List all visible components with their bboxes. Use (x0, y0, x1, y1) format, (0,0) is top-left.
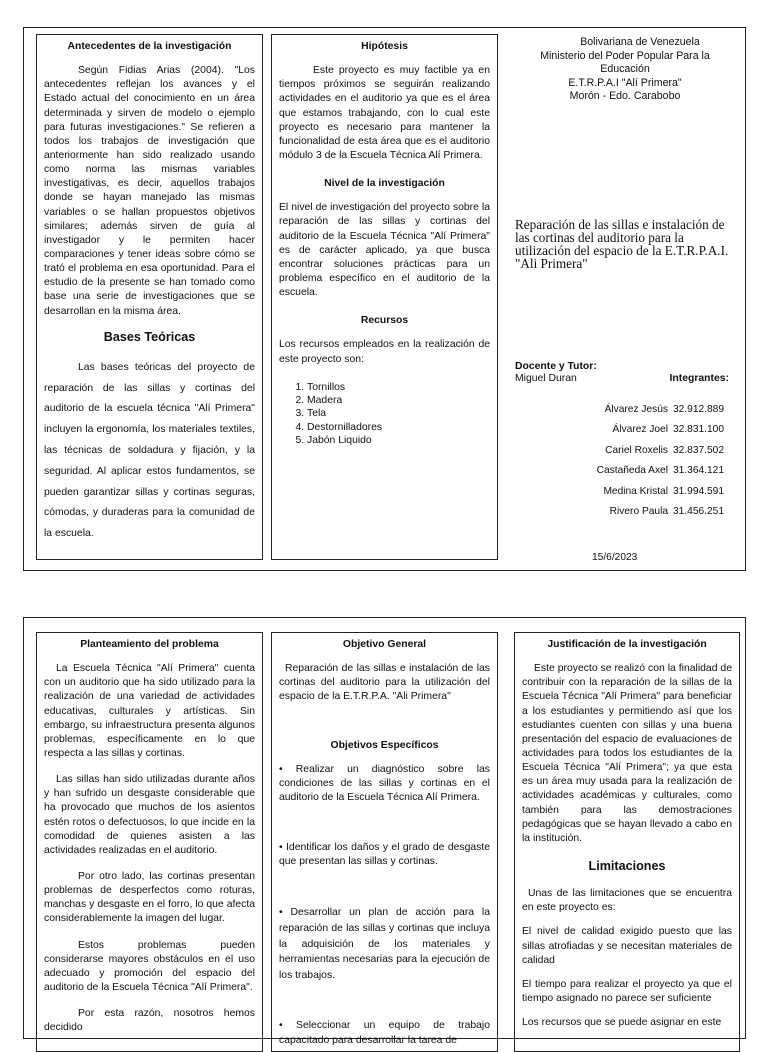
institution-line: Bolivariana de Venezuela (580, 36, 700, 48)
list-item: Medina Kristal 31.994.591 (603, 485, 724, 497)
objetivo-general-heading: Objetivo General (342, 639, 427, 650)
planteamiento-text: Por esta razón, nosotros hemos decidido (44, 1008, 255, 1034)
recursos-heading: Recursos (360, 315, 409, 327)
list-item: • Desarrollar un plan de acción para la reparación de las sillas y cortinas que incluya la adquisición de los materiales y herramientas necesarias para la ejecución de los trabajos. (279, 907, 490, 981)
docente-block (515, 361, 735, 386)
list-item: Álvarez Jesús 32.912.889 (604, 403, 724, 415)
hipotesis-heading: Hipótesis (361, 41, 408, 52)
nivel-investigacion-text: El nivel de investigación del proyecto sobre la reparación de las sillas y cortinas del auditorio de la Escuela Técnica "Alí Primera" es de carácter aplicado, ya que busca encontrar soluciones prácticas para un problema específico en el auditorio de la escuela. (279, 202, 490, 299)
date-text: 15/6/2023 (592, 551, 638, 562)
recursos-list (279, 381, 490, 448)
planteamiento-text: Por otro lado, las cortinas presentan problemas de desperfectos como roturas, manchas y desgaste en el forro, lo que afecta considerablemente la imagen del lugar. (44, 870, 255, 925)
integrantes-list (515, 400, 735, 523)
antecedentes-text: Según Fidias Arias (2004). "Los antecedentes reflejan los avances y el Estado actual del conocimiento en un área determinada y sirven de modelo o ejemplo para futuras investigaciones." Se refieren a todos los trabajos de investigación que anteriormente han sido realizado usando como norma las mismas variables investigativas, es decir, aquellos trabajos donde se hayan manejado las mismas variables o se hallan propuestos objetivos similares; además sirven de guía al investigador y le permiten hacer comparaciones y tener ideas sobre cómo se trató el problema en esa oportunidad. Para el estudio de la presente se han tomado como base una serie de investigaciones que se desarrollan en la misma área. (44, 65, 255, 317)
institution-header (515, 36, 735, 104)
docente-label: Docente y Tutor: (515, 360, 597, 372)
planteamiento-heading: Planteamiento del problema (80, 639, 219, 650)
hipotesis-text: Este proyecto es muy factible ya en tiempos próximos se seguirán realizando actividades en el auditorio ya que es el área que estamos trabajando, con lo cual este proyecto es necesario para mantener la funcionalidad de esta área que es el auditorio módulo 3 de la Escuela Técnica Alí Primera. (279, 65, 490, 161)
bases-teoricas-text: Las bases teóricas del proyecto de reparación de las sillas y cortinas del auditorio de la escuela técnica "Alí Primera" incluyen la ergonomía, los materiales textiles, las técnicas de soldadura y fijación, y la seguridad. Al aplicar estos fundamentos, se pueden garantizar sillas y cortinas seguras, cómodas, y duraderas para la comunidad de la escuela. (44, 361, 255, 540)
antecedentes-panel (36, 34, 263, 560)
list-item: El tiempo para realizar el proyecto ya que el tiempo asignado no parece ser suficiente (522, 978, 732, 1004)
cover-panel (511, 32, 739, 562)
list-item: Rivero Paula 31.456.251 (609, 506, 724, 518)
institution-line: E.T.R.P.A.I "Alí Primera" (568, 76, 682, 89)
planteamiento-text: Estos problemas pueden considerarse mayores obstáculos en el uso adecuado y promoción del espacio del auditorio de la Escuela Técnica "Alí Primera". (44, 939, 255, 993)
list-item: 2. Madera (307, 394, 490, 407)
brochure-inner-page (23, 617, 746, 1046)
objetivo-panel (271, 632, 498, 1052)
nivel-investigacion-heading: Nivel de la investigación (324, 178, 445, 190)
list-item: 5. Jabón Liquido (307, 434, 490, 447)
list-item: 3. Tela (307, 407, 490, 420)
objetivos-especificos-heading: Objetivos Específicos (330, 739, 439, 751)
limitaciones-intro: Unas de las limitaciones que se encuentra en este proyecto es: (522, 888, 732, 914)
integrantes-label: Integrantes: (669, 372, 729, 384)
list-item: Cariel Roxelis 32.837.502 (605, 444, 724, 456)
hipotesis-panel (271, 34, 498, 560)
project-title: Reparación de las sillas e instalación de las cortinas del auditorio para la utilización del espacio de la E.T.R.P.A.I. "Ali Primera" (515, 216, 729, 272)
list-item: • Seleccionar un equipo de trabajo capacitado para desarrollar la tarea de (279, 1020, 490, 1046)
list-item: El nivel de calidad exigido puesto que las sillas atrofiadas y se necesitan materiales de calidad (522, 926, 732, 966)
list-item: 1. Tornillos (307, 381, 490, 394)
list-item: 4. Destornilladores (307, 421, 490, 434)
list-item: • Realizar un diagnóstico sobre las condiciones de las sillas y cortinas en el auditorio de la Escuela Técnica Alí Primera. (279, 763, 490, 803)
objetivo-general-text: Reparación de las sillas e instalación de las cortinas del auditorio para la utilización del espacio de la E.T.R.P.A. "Ali Primera" (279, 663, 490, 703)
limitaciones-heading: Limitaciones (588, 858, 666, 873)
planteamiento-text: Las sillas han sido utilizadas durante años y han sufrido un desgaste considerable que ha provocado que muchos de los asientos estén rotos o defectuosos, lo que incide en la comodidad de quienes asisten a las actividades realizadas en el auditorio. (44, 774, 255, 856)
justificacion-heading: Justificación de la investigación (547, 639, 707, 650)
planteamiento-text: La Escuela Técnica "Alí Primera" cuenta con un auditorio que ha sido utilizado para la realización de una variedad de actividades educativas, culturales y artísticas. Sin embargo, su infraestructura presenta algunos problemas, específicamente en lo que respecta a las sillas y cortinas. (44, 663, 255, 759)
institution-line: Ministerio del Poder Popular Para la Educación (540, 49, 710, 76)
antecedentes-heading: Antecedentes de la investigación (67, 41, 232, 52)
list-item: Los recursos que se puede asignar en este (522, 1017, 722, 1029)
recursos-intro: Los recursos empleados en la realización de este proyecto son: (279, 339, 490, 365)
list-item: Castañeda Axel 31.364.121 (596, 465, 724, 477)
institution-line: Morón - Edo. Carabobo (569, 90, 681, 103)
bases-teoricas-heading: Bases Teóricas (103, 329, 196, 344)
justificacion-panel (514, 632, 740, 1052)
list-item: • Identificar los daños y el grado de desgaste que presentan las sillas y cortinas. (279, 842, 490, 868)
list-item: Álvarez Joel 32.831.100 (612, 424, 724, 436)
planteamiento-panel (36, 632, 263, 1052)
brochure-outer-page (23, 27, 746, 571)
docente-name: Miguel Duran (515, 373, 577, 385)
justificacion-text: Este proyecto se realizó con la finalidad de contribuir con la reparación de la sillas de la Escuela Técnica "Alí Primera" para beneficiar a los estudiantes y permitiendo así que los estudiantes cuenten con sillas y una buena presentación del espacio de evaluaciones de actividades para todos los estudiantes de la Escuela Técnica "Alí Primera"; ya que esta es un área muy usada para la realización de actividades académicas y culturales, como también para las demostraciones pedagógicas que se hayan llevado a cabo en la institución. (522, 663, 732, 844)
